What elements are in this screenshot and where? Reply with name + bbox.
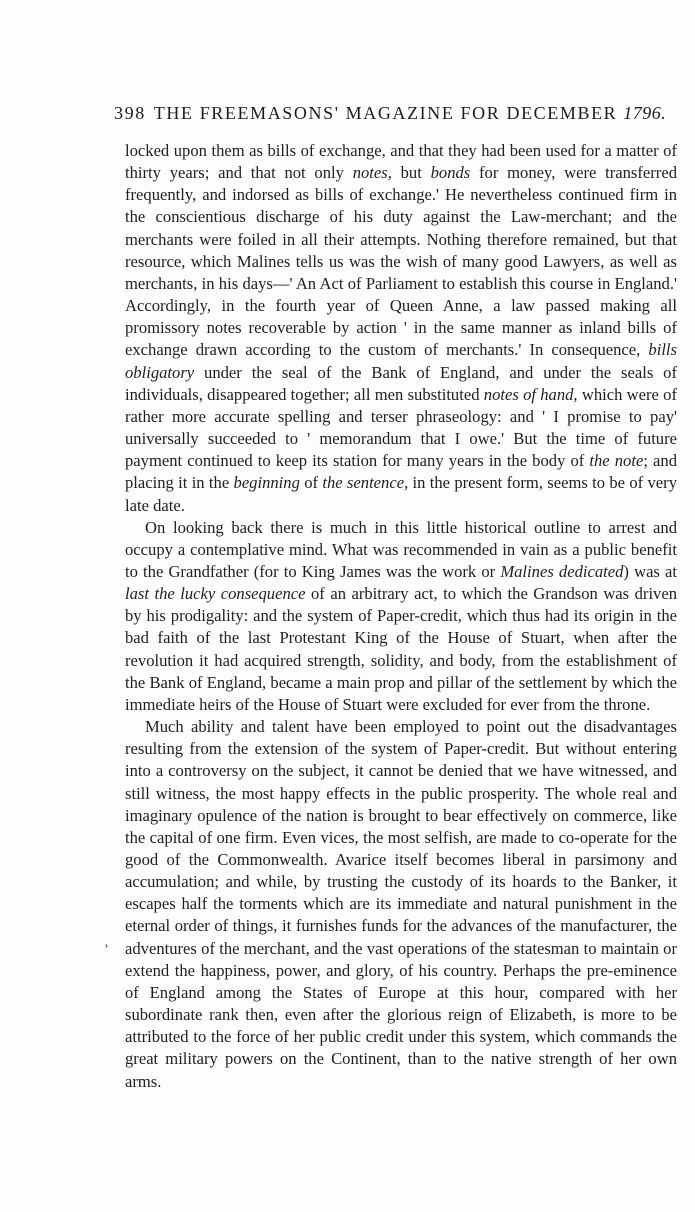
margin-mark: ‚: [104, 935, 109, 950]
text-run: but: [391, 163, 431, 183]
page-number: 398: [114, 103, 146, 123]
magazine-title: THE FREEMASONS' MAGAZINE FOR DECEMBER: [153, 103, 618, 123]
italic-run: beginning: [233, 473, 300, 493]
italic-run: notes,: [352, 163, 392, 183]
italic-run: bills obligatory: [125, 340, 677, 382]
italic-run: Malines dedicated: [500, 561, 624, 581]
text-run: ) was at: [623, 561, 677, 581]
text-run: On looking back there is much in this little historical outline to arrest and occupy a contemplative mind. What was recommended in vain as a public benefit to the Grandfather (for to King James was the work or: [125, 517, 677, 581]
paragraph-3: [125, 716, 677, 1093]
italic-run: notes of hand,: [483, 384, 578, 404]
text-run: of an arbitrary act, to which the Grandson was driven by his prodigality: and the system of Paper-credit, which thus had its origin in the bad faith of the last Protestant King of the House of Stuart, when after the revolution it had acquired strength, solidity, and body, from the establishment of the Bank of England, became a main prop and pillar of the settlement by which the immediate heirs of the House of Stuart were excluded for ever from the throne.: [125, 584, 678, 714]
paragraph-1: [125, 140, 677, 517]
text-run: locked upon them as bills of exchange, and that they had been used for a matter of thirty years; and that not only: [125, 141, 677, 183]
running-head: [114, 103, 667, 131]
text-run: under the seal of the Bank of England, and under the seals of individuals, disappeared together; all men substituted: [125, 362, 677, 404]
text-run: for money, were transferred frequently, and indorsed as bills of exchange.' He nevertheless continued firm in the conscientious discharge of his duty against the Law-merchant; and the merchants were foiled in all their attempts. Nothing therefore remained, but that resource, which Malines tells us was the wish of many good Lawyers, as well as merchants, in his days—' An Act of Parliament to establish this course in England.' Accordingly, in the fourth year of Queen Anne, a law passed making all promissory notes recoverable by action ' in the same manner as inland bills of exchange drawn according to the custom of merchants.' In consequence,: [125, 163, 677, 360]
italic-run: bonds: [430, 163, 471, 183]
text-run: ; and placing it in the: [125, 451, 677, 493]
article-body: [125, 140, 677, 1093]
italic-run: last the lucky consequence: [125, 584, 306, 604]
issue-year: 1796.: [623, 103, 667, 123]
text-run: of: [299, 473, 323, 493]
text-run: Much ability and talent have been employed to point out the disadvantages resulting from the extension of the system of Paper-credit. But without entering into a controversy on the subject, it cannot be denied that we have witnessed, and still witness, the most happy effects in the public prosperity. The whole real and imaginary opulence of the nation is brought to bear effectively on commerce, like the capital of one firm. Even vices, the most selfish, are made to co-operate for the good of the Commonwealth. Avarice itself becomes liberal in parsimony and accumulation; and while, by trusting the custody of its hoards to the Banker, it escapes half the torments which are its immediate and natural punishment in the eternal order of things, it furnishes funds for the advances of the manufacturer, the adventures of the merchant, and the vast operations of the statesman to maintain or extend the happiness, power, and glory, of his country. Perhaps the pre-eminence of England among the States of Europe at this hour, compared with her subordinate rank then, even after the glorious reign of Elizabeth, is more to be attributed to the force of her public credit under this system, which commands the great military powers on the Continent, than to the native strength of her own arms.: [125, 717, 677, 1091]
text-run: in the present form, seems to be of very late date.: [125, 473, 677, 515]
italic-run: the note: [589, 451, 644, 471]
text-run: which were of rather more accurate spelling and terser phraseology: and ' I promise to pay' universally succeeded to ' memorandum that I owe.' But the time of future payment continued to keep its station for many years in the body of: [125, 384, 678, 471]
paragraph-2: [125, 517, 677, 716]
italic-run: the sentence,: [322, 473, 409, 493]
